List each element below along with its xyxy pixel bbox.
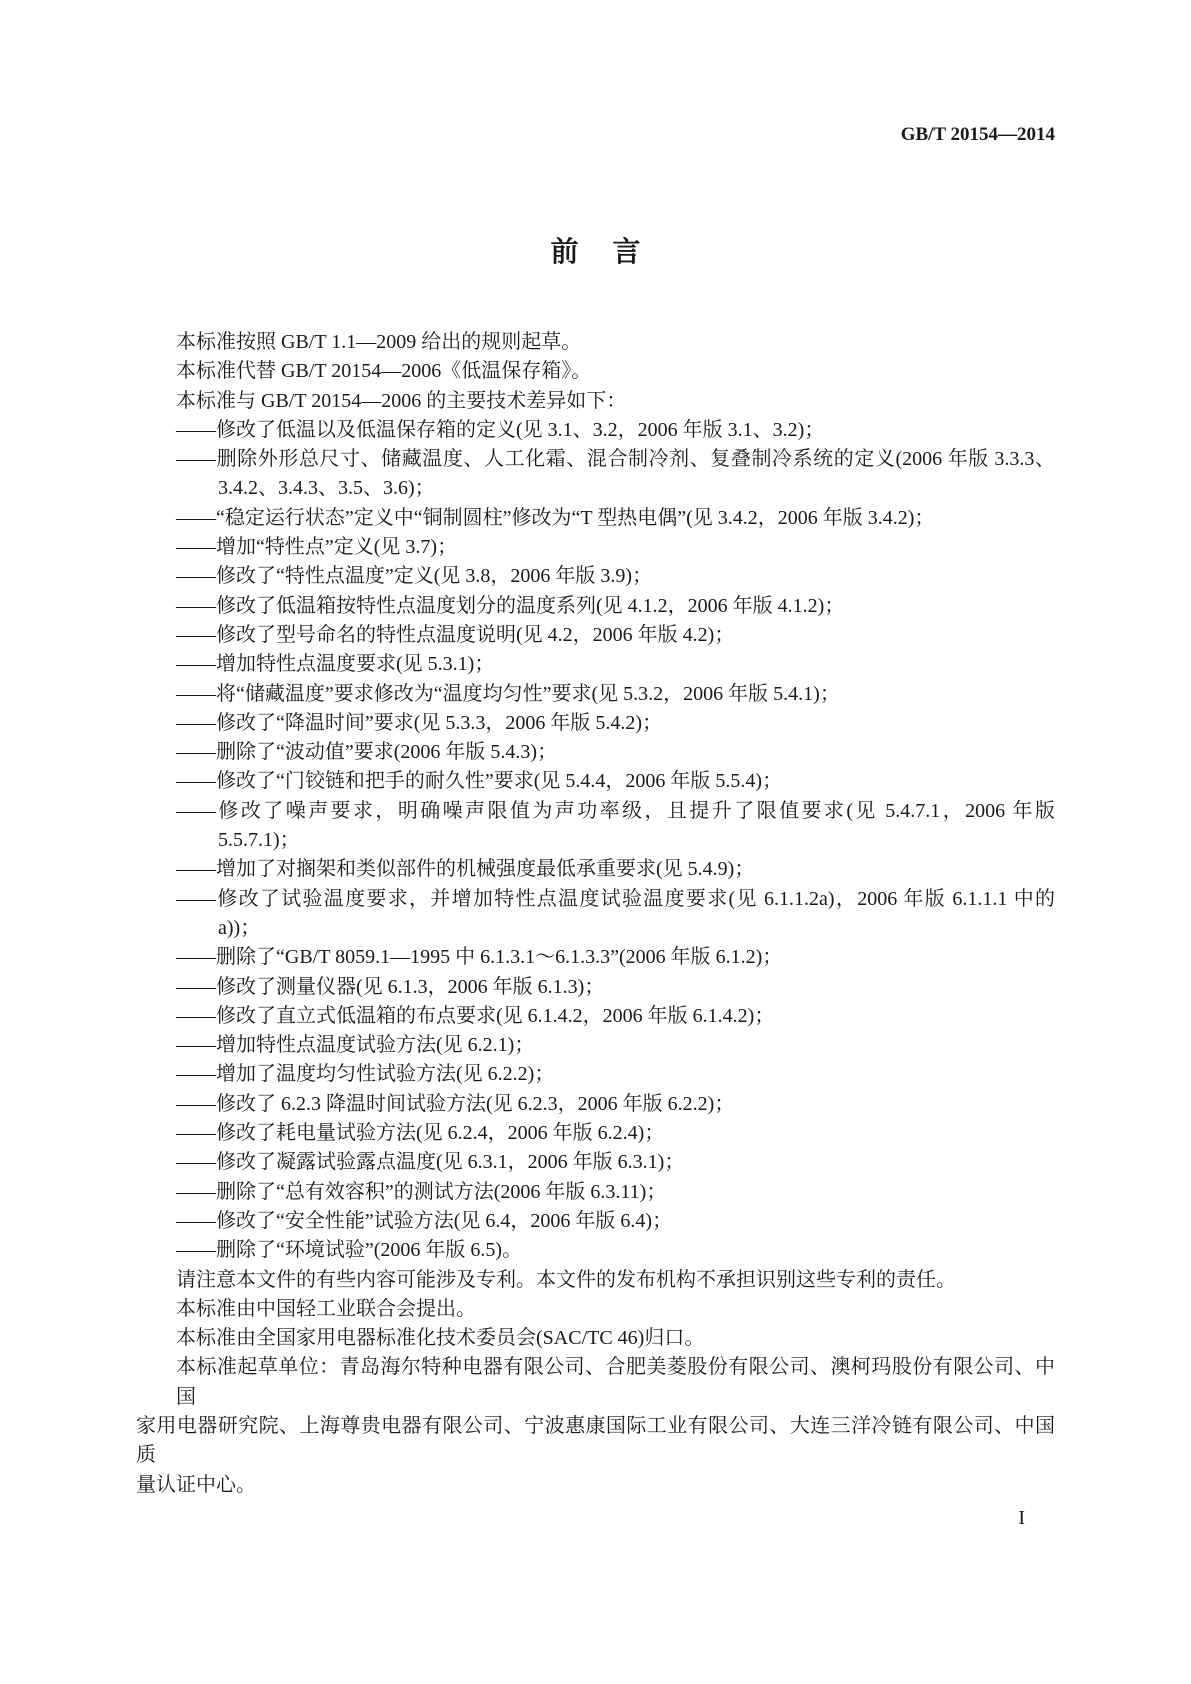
text-line: ——修改了测量仪器(见 6.1.3，2006 年版 6.1.3)； [176, 975, 605, 998]
list-item [136, 943, 1055, 972]
paragraph [136, 1266, 1055, 1295]
text-line: ——修改了“安全性能”试验方法(见 6.4，2006 年版 6.4)； [176, 1209, 673, 1232]
text-line: ——修改了“特性点温度”定义(见 3.8，2006 年版 3.9)； [176, 565, 653, 588]
text-line: ——删除了“环境试验”(2006 年版 6.5)。 [176, 1239, 523, 1262]
text-line: ——修改了凝露试验露点温度(见 6.3.1，2006 年版 6.3.1)； [176, 1151, 685, 1174]
paragraph [136, 357, 1055, 386]
text-line: ——增加了对搁架和类似部件的机械强度最低承重要求(见 5.4.9)； [176, 858, 755, 881]
text-line: ——修改了“门铰链和把手的耐久性”要求(见 5.4.4，2006 年版 5.5.4)； [176, 770, 783, 793]
standard-code: GB/T 20154—2014 [900, 124, 1055, 145]
list-item [136, 1060, 1055, 1089]
paragraph [136, 387, 1055, 416]
list-item [136, 504, 1055, 533]
text-line: ——增加特性点温度要求(见 5.3.1)； [176, 653, 495, 676]
text-line: 家用电器研究院、上海尊贵电器有限公司、宁波惠康国际工业有限公司、大连三洋冷链有限公司、中国质 [136, 1414, 1055, 1467]
text-line: 本标准由全国家用电器标准化技术委员会(SAC/TC 46)归口。 [176, 1327, 705, 1350]
text-line: ——修改了“降温时间”要求(见 5.3.3，2006 年版 5.4.2)； [176, 711, 663, 734]
list-item [136, 533, 1055, 562]
text-line: 5.5.7.1)； [218, 829, 300, 852]
text-line: ——增加“特性点”定义(见 3.7)； [176, 536, 458, 559]
list-item [136, 445, 1055, 504]
text-line: ——增加了温度均匀性试验方法(见 6.2.2)； [176, 1063, 555, 1086]
page-title: 前言 [550, 237, 675, 268]
text-line: 本标准起草单位：青岛海尔特种电器有限公司、合肥美菱股份有限公司、澳柯玛股份有限公司、中国 [176, 1356, 1055, 1408]
text-line: ——修改了噪声要求，明确噪声限值为声功率级，且提升了限值要求(见 5.4.7.1，2006 年版 [176, 799, 1055, 822]
list-item [136, 621, 1055, 650]
list-item [136, 973, 1055, 1002]
list-item [136, 767, 1055, 796]
text-line: 本标准由中国轻工业联合会提出。 [176, 1297, 476, 1320]
list-item [136, 1090, 1055, 1119]
page-number: I [1018, 1506, 1025, 1529]
text-line: ——修改了耗电量试验方法(见 6.2.4，2006 年版 6.2.4)； [176, 1122, 665, 1145]
text-line: 本标准代替 GB/T 20154—2006《低温保存箱》。 [176, 360, 592, 383]
list-item [136, 680, 1055, 709]
list-item [136, 797, 1055, 856]
list-item [136, 885, 1055, 944]
list-item [136, 738, 1055, 767]
text-line: 请注意本文件的有些内容可能涉及专利。本文件的发布机构不承担识别这些专利的责任。 [176, 1268, 956, 1291]
page-content [136, 328, 1055, 1530]
text-line: ——修改了低温箱按特性点温度划分的温度系列(见 4.1.2，2006 年版 4.1.2)； [176, 594, 845, 617]
text-line: ——删除了“GB/T 8059.1—1995 中 6.1.3.1～6.1.3.3”(2006 年版 6.1.2)； [176, 946, 783, 969]
text-line: ——“稳定运行状态”定义中“铜制圆柱”修改为“T 型热电偶”(见 3.4.2，2006 年版 3.4.2)； [176, 506, 935, 529]
list-item [136, 709, 1055, 738]
paragraph [136, 1353, 1055, 1499]
list-item [136, 650, 1055, 679]
list-item [136, 1119, 1055, 1148]
text-line: ——将“储藏温度”要求修改为“温度均匀性”要求(见 5.3.2，2006 年版 5.4.1)； [176, 682, 840, 705]
text-line: ——修改了直立式低温箱的布点要求(见 6.1.4.2，2006 年版 6.1.4.2)； [176, 1004, 775, 1027]
list-item [136, 1002, 1055, 1031]
list-item [136, 416, 1055, 445]
text-line: ——修改了低温以及低温保存箱的定义(见 3.1、3.2，2006 年版 3.1、3.2)； [176, 418, 825, 441]
document-body [136, 328, 1055, 1500]
text-line: 量认证中心。 [136, 1473, 256, 1496]
text-line: 本标准按照 GB/T 1.1—2009 给出的规则起草。 [176, 331, 582, 353]
paragraph [136, 328, 1055, 357]
text-line: 本标准与 GB/T 20154—2006 的主要技术差异如下： [176, 389, 627, 412]
list-item [136, 1207, 1055, 1236]
list-item [136, 1236, 1055, 1265]
text-line: ——修改了 6.2.3 降温时间试验方法(见 6.2.3，2006 年版 6.2.2)； [176, 1092, 735, 1115]
list-item [136, 1148, 1055, 1177]
list-item [136, 855, 1055, 884]
text-line: ——删除了“总有效容积”的测试方法(2006 年版 6.3.11)； [176, 1180, 667, 1203]
text-line: ——删除了“波动值”要求(2006 年版 5.4.3)； [176, 741, 558, 764]
text-line: a))； [218, 916, 261, 939]
text-line: 3.4.2、3.4.3、3.5、3.6)； [218, 477, 435, 500]
list-item [136, 562, 1055, 591]
list-item [136, 1178, 1055, 1207]
paragraph [136, 1295, 1055, 1324]
list-item [136, 1031, 1055, 1060]
paragraph [136, 1324, 1055, 1353]
text-line: ——删除外形总尺寸、储藏温度、人工化霜、混合制冷剂、复叠制冷系统的定义(2006 年版 3.3.3、 [176, 448, 1055, 471]
list-item [136, 592, 1055, 621]
text-line: ——修改了试验温度要求，并增加特性点温度试验温度要求(见 6.1.1.2a)，2006 年版 6.1.1.1 中的 [176, 887, 1055, 910]
text-line: ——增加特性点温度试验方法(见 6.2.1)； [176, 1034, 535, 1057]
text-line: ——修改了型号命名的特性点温度说明(见 4.2，2006 年版 4.2)； [176, 623, 735, 646]
